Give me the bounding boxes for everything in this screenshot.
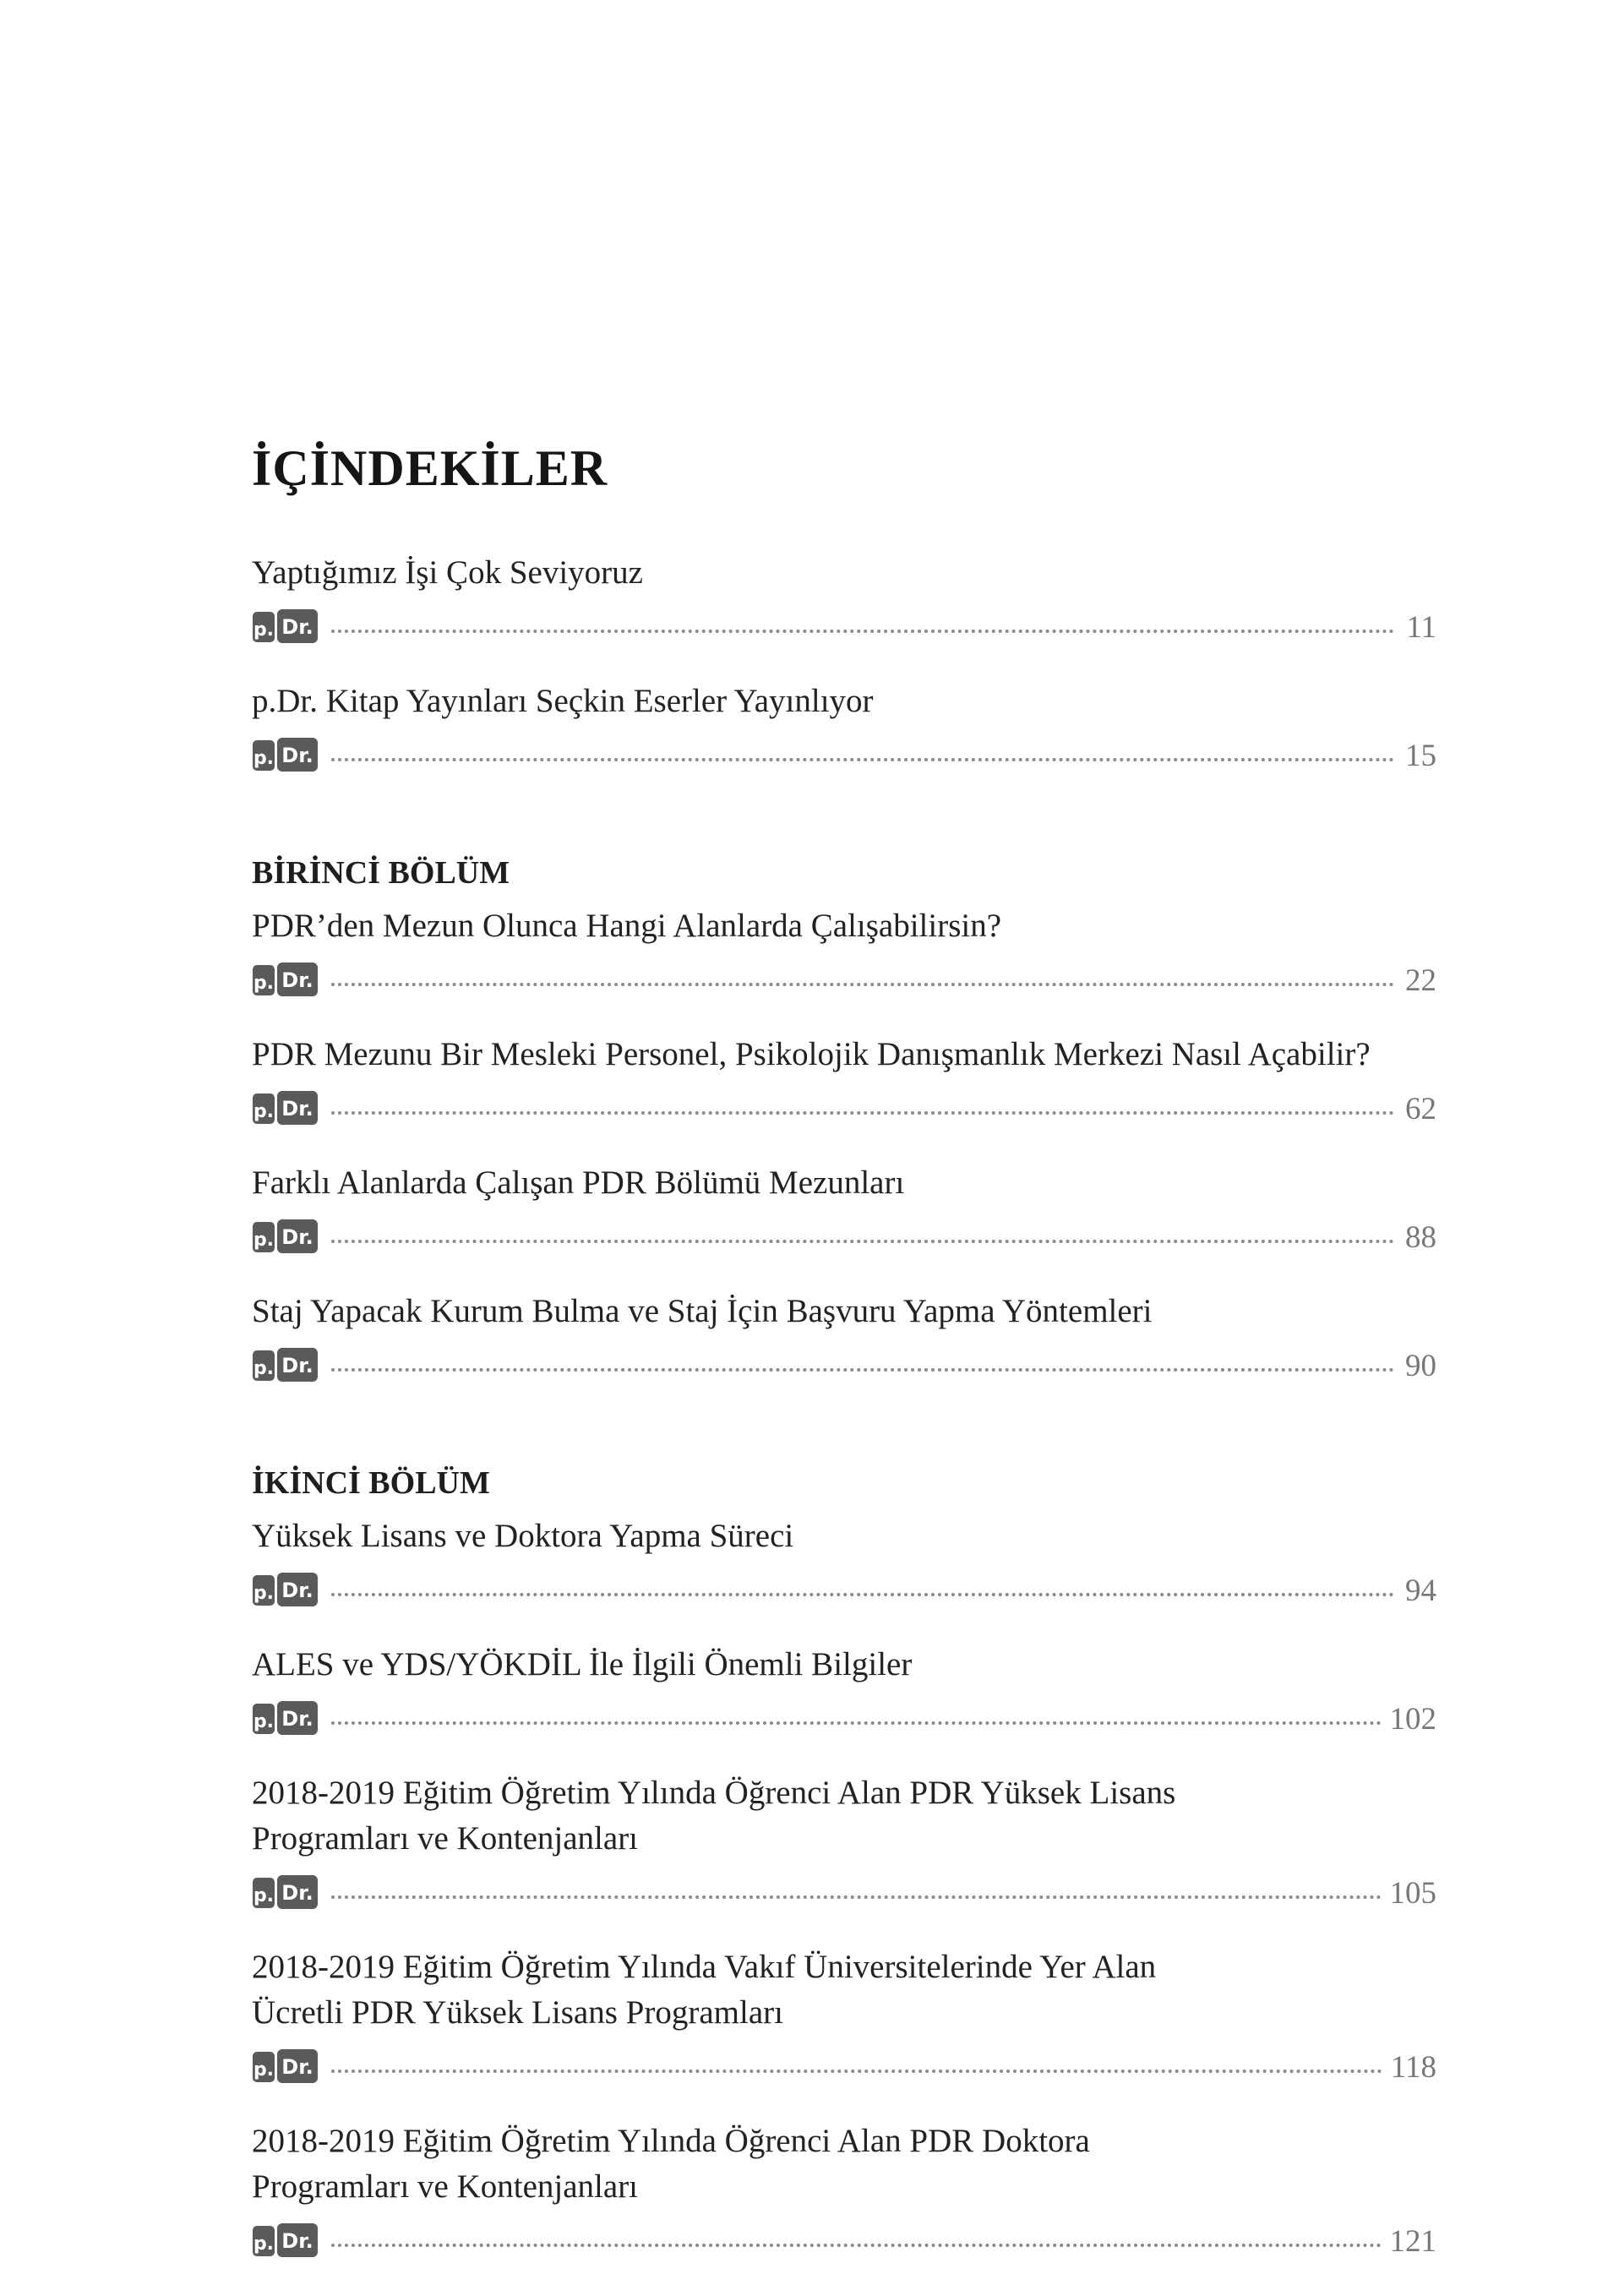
section-birinci <box>252 854 1436 1383</box>
toc-entry[interactable] <box>252 903 1436 998</box>
svg-text:Dr.: Dr. <box>281 1881 313 1905</box>
dot-leader <box>331 1239 1394 1243</box>
entry-line <box>252 726 1436 773</box>
svg-text:Dr.: Dr. <box>281 2229 313 2253</box>
svg-text:Dr.: Dr. <box>281 1579 313 1602</box>
entry-line <box>252 1336 1436 1383</box>
publisher-logo-icon <box>252 2222 319 2259</box>
page-number: 11 <box>1406 610 1436 645</box>
svg-text:p.: p. <box>253 973 275 994</box>
section-heading: BİRİNCİ BÖLÜM <box>252 855 510 891</box>
section-ikinci <box>252 1464 1436 2259</box>
publisher-logo-icon <box>252 736 319 773</box>
entry-line <box>252 951 1436 998</box>
dot-leader <box>331 757 1394 761</box>
toc-entry[interactable] <box>252 1160 1436 1255</box>
page-number: 105 <box>1389 1876 1436 1911</box>
entry-title: Farklı Alanlarda Çalışan PDR Bölümü Mezunları <box>252 1164 905 1201</box>
entry-title: ALES ve YDS/YÖKDİL İle İlgili Önemli Bilgiler <box>252 1646 913 1682</box>
page-number: 94 <box>1405 1573 1436 1608</box>
page-title: İÇİNDEKİLER <box>252 440 608 496</box>
svg-text:p.: p. <box>253 1230 275 1251</box>
svg-text:Dr.: Dr. <box>281 1354 313 1377</box>
toc-entry[interactable] <box>252 1513 1436 1608</box>
dot-leader <box>331 629 1394 633</box>
svg-text:Dr.: Dr. <box>281 1707 313 1731</box>
page-number: 88 <box>1405 1220 1436 1255</box>
entry-line <box>252 1208 1436 1255</box>
publisher-logo-icon <box>252 1218 319 1255</box>
dot-leader <box>331 1367 1394 1372</box>
dot-leader <box>331 1895 1382 1899</box>
entry-line <box>252 597 1436 645</box>
publisher-logo-icon <box>252 1873 319 1911</box>
page-number: 102 <box>1389 1702 1436 1737</box>
entry-line <box>252 1689 1436 1737</box>
intro-entries <box>252 550 1436 773</box>
dot-leader <box>331 1110 1394 1115</box>
entry-title: Yaptığımız İşi Çok Seviyoruz <box>252 554 643 591</box>
svg-text:Dr.: Dr. <box>281 2055 313 2079</box>
svg-text:Dr.: Dr. <box>281 1097 313 1121</box>
toc-entry[interactable] <box>252 550 1436 645</box>
svg-text:p.: p. <box>253 1583 275 1604</box>
toc-entry[interactable] <box>252 1289 1436 1383</box>
publisher-logo-icon <box>252 1699 319 1737</box>
publisher-logo-icon <box>252 1571 319 1608</box>
svg-text:p.: p. <box>253 748 275 769</box>
publisher-logo-icon <box>252 1346 319 1383</box>
page-number: 118 <box>1390 2050 1436 2085</box>
entry-title: 2018-2019 Eğitim Öğretim Yılında Öğrenci Alan PDR Yüksek Lisans Programları ve Kontenjanları <box>252 1775 1176 1857</box>
svg-text:Dr.: Dr. <box>281 1225 313 1249</box>
entry-title: Yüksek Lisans ve Doktora Yapma Süreci <box>252 1518 794 1554</box>
toc-entry[interactable] <box>252 2119 1436 2259</box>
page-number: 62 <box>1405 1092 1436 1126</box>
page-number: 22 <box>1405 963 1436 998</box>
svg-text:Dr.: Dr. <box>281 615 313 639</box>
svg-text:p.: p. <box>253 1885 275 1906</box>
publisher-logo-icon <box>252 1089 319 1126</box>
toc-entry[interactable] <box>252 1944 1436 2085</box>
entry-title: p.Dr. Kitap Yayınları Seçkin Eserler Yayınlıyor <box>252 683 874 719</box>
dot-leader <box>331 1592 1394 1596</box>
publisher-logo-icon <box>252 961 319 998</box>
svg-text:p.: p. <box>253 1101 275 1122</box>
entry-title: 2018-2019 Eğitim Öğretim Yılında Vakıf Üniversitelerinde Yer Alan Ücretli PDR Yüksek Lisans Programları <box>252 1949 1157 2031</box>
svg-text:p.: p. <box>253 619 275 641</box>
entry-title: PDR’den Mezun Olunca Hangi Alanlarda Çalışabilirsin? <box>252 908 1002 944</box>
entry-title: 2018-2019 Eğitim Öğretim Yılında Öğrenci Alan PDR Doktora Programları ve Kontenjanları <box>252 2123 1090 2205</box>
page-number: 121 <box>1389 2224 1436 2259</box>
entry-line <box>252 2211 1436 2259</box>
svg-text:p.: p. <box>253 2233 275 2255</box>
svg-text:p.: p. <box>253 2059 275 2081</box>
svg-text:p.: p. <box>253 1711 275 1732</box>
toc-page <box>252 439 1436 2293</box>
entry-line <box>252 1863 1436 1911</box>
svg-text:p.: p. <box>253 1358 275 1379</box>
toc-entry[interactable] <box>252 679 1436 773</box>
entry-line <box>252 1079 1436 1126</box>
entry-title: PDR Mezunu Bir Mesleki Personel, Psikolojik Danışmanlık Merkezi Nasıl Açabilir? <box>252 1036 1371 1072</box>
entry-line <box>252 1561 1436 1608</box>
toc-entry[interactable] <box>252 1642 1436 1737</box>
dot-leader <box>331 1721 1382 1725</box>
dot-leader <box>331 982 1394 986</box>
entry-title: Staj Yapacak Kurum Bulma ve Staj İçin Başvuru Yapma Yöntemleri <box>252 1293 1153 1329</box>
publisher-logo-icon <box>252 2048 319 2085</box>
section-heading: İKİNCİ BÖLÜM <box>252 1465 490 1501</box>
toc-entry[interactable] <box>252 1770 1436 1911</box>
page-number: 15 <box>1405 739 1436 773</box>
page-number: 90 <box>1405 1349 1436 1383</box>
svg-text:Dr.: Dr. <box>281 744 313 767</box>
publisher-logo-icon <box>252 608 319 645</box>
toc-entry[interactable] <box>252 1032 1436 1126</box>
dot-leader <box>331 2069 1382 2073</box>
entry-line <box>252 2037 1436 2085</box>
dot-leader <box>331 2243 1382 2247</box>
svg-text:Dr.: Dr. <box>281 968 313 992</box>
